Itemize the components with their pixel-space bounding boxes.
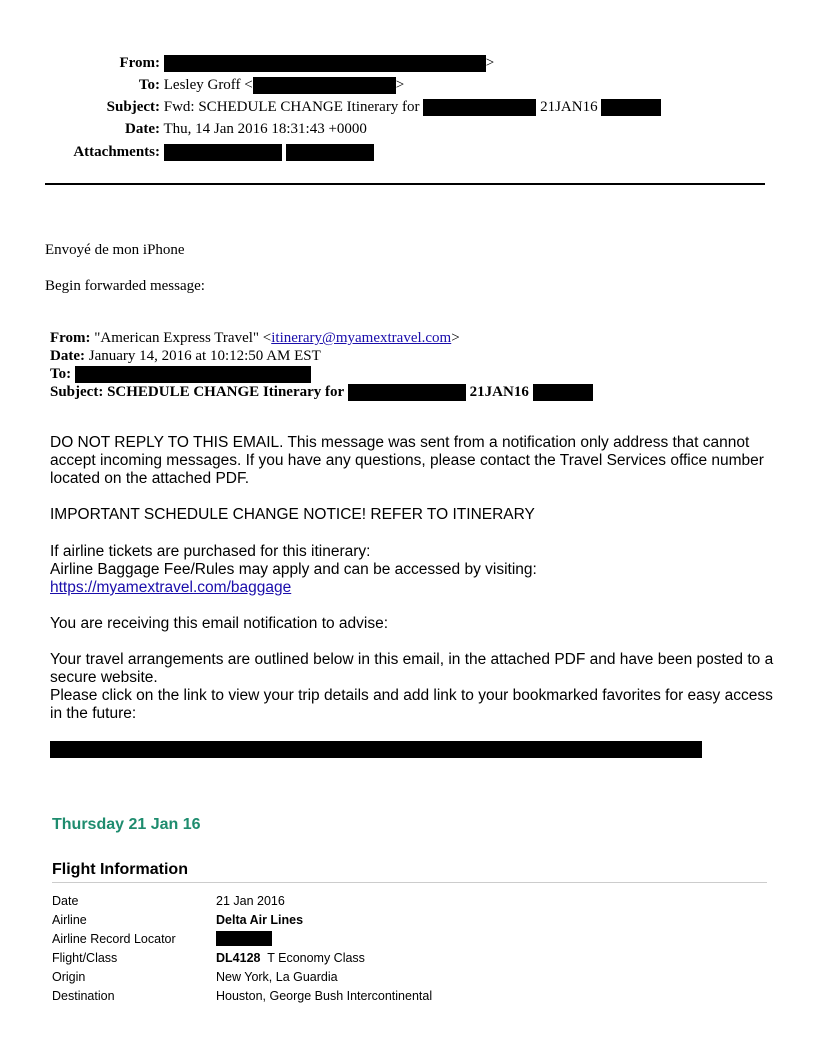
header-date-row: [60, 120, 367, 138]
airline-name: Delta Air Lines: [216, 912, 304, 927]
header-from-label: From:: [119, 55, 160, 71]
fwd-subject-row: [50, 383, 593, 401]
header-to-label: To:: [138, 77, 160, 93]
arrangements-line-1: Your travel arrangements are outlined below in this email, in the attached PDF and have been posted to a secure website.: [50, 651, 774, 686]
header-date-label: Date:: [125, 121, 160, 137]
header-to-row: [60, 76, 404, 94]
arrangements-line-2: Please click on the link to view your trip details and add link to your bookmarked favorites for easy access in the future:: [50, 687, 773, 722]
fwd-to-label: To:: [50, 366, 72, 382]
section-divider: [52, 882, 767, 883]
header-attachments-row: [60, 143, 374, 161]
row-value: [216, 929, 767, 948]
row-value: [216, 948, 767, 967]
redaction-box: [253, 77, 396, 94]
fwd-date-label: Date:: [50, 348, 85, 364]
header-divider: [45, 183, 765, 185]
row-value: 21 Jan 2016: [216, 893, 285, 908]
flight-info-table: [52, 891, 767, 1005]
flight-number: DL4128: [216, 950, 261, 965]
table-row: [52, 986, 767, 1005]
signature-line: Envoyé de mon iPhone: [45, 242, 185, 258]
header-date-value: Thu, 14 Jan 2016 18:31:43 +0000: [163, 121, 367, 137]
header-attachments-label: Attachments:: [73, 144, 160, 160]
header-from-close: >: [485, 55, 495, 71]
table-row: [52, 929, 767, 948]
baggage-line-1: If airline tickets are purchased for this itinerary:: [50, 543, 371, 560]
fwd-to-row: [50, 365, 311, 383]
fwd-subject-date: 21JAN16: [469, 384, 529, 400]
fwd-from-name: "American Express Travel" <: [94, 330, 272, 346]
header-subject-label: Subject:: [106, 99, 160, 115]
fwd-date-row: [50, 347, 321, 365]
header-to-name: Lesley Groff <: [163, 77, 253, 93]
row-label: Origin: [52, 969, 86, 984]
table-row: [52, 910, 767, 929]
day-title: Thursday 21 Jan 16: [52, 816, 201, 833]
notice-paragraph: DO NOT REPLY TO THIS EMAIL. This message was sent from a notification only address that cannot accept incoming messages. If you have any questions, please contact the Travel Services office number located on the attached PDF.: [50, 434, 764, 487]
row-label: Destination: [52, 988, 115, 1003]
redaction-box: [164, 55, 486, 72]
redaction-box: [533, 384, 593, 401]
row-label: Flight/Class: [52, 950, 118, 965]
fwd-date-value: January 14, 2016 at 10:12:50 AM EST: [88, 348, 321, 364]
schedule-change-notice: IMPORTANT SCHEDULE CHANGE NOTICE! REFER TO ITINERARY: [50, 506, 535, 523]
row-value: [216, 910, 767, 929]
row-label: Airline Record Locator: [52, 931, 176, 946]
header-from-row: [60, 54, 494, 72]
redaction-box: [423, 99, 536, 116]
section-title: Flight Information: [52, 861, 188, 878]
row-value: Houston, George Bush Intercontinental: [216, 988, 433, 1003]
baggage-link[interactable]: https://myamextravel.com/baggage: [50, 579, 292, 596]
redaction-box: [75, 366, 311, 383]
baggage-paragraph: [50, 543, 780, 597]
header-subject-date: 21JAN16: [540, 99, 598, 115]
fwd-from-close: >: [451, 330, 460, 346]
redaction-box: [348, 384, 466, 401]
fwd-subject-label: Subject:: [50, 384, 104, 400]
redaction-box: [164, 144, 282, 161]
arrangements-paragraph: [50, 651, 780, 723]
header-subject-row: [60, 98, 661, 116]
advise-paragraph: You are receiving this email notification to advise:: [50, 615, 389, 632]
row-label: Date: [52, 893, 79, 908]
baggage-line-2: Airline Baggage Fee/Rules may apply and can be accessed by visiting:: [50, 561, 537, 578]
fwd-from-email-link[interactable]: itinerary@myamextravel.com: [271, 330, 452, 346]
fwd-from-label: From:: [50, 330, 91, 346]
begin-forwarded-line: Begin forwarded message:: [45, 278, 205, 294]
row-label: Airline: [52, 912, 87, 927]
redaction-box: [601, 99, 661, 116]
row-value: New York, La Guardia: [216, 969, 338, 984]
table-row: [52, 891, 767, 910]
flight-class: T Economy Class: [267, 950, 365, 965]
header-to-close: >: [395, 77, 405, 93]
redaction-box: [216, 931, 272, 946]
redacted-trip-link: [50, 741, 702, 758]
fwd-from-row: [50, 329, 460, 347]
table-row: [52, 967, 767, 986]
fwd-subject-text: SCHEDULE CHANGE Itinerary for: [107, 384, 345, 400]
redaction-box: [286, 144, 374, 161]
header-subject-prefix: Fwd: SCHEDULE CHANGE Itinerary for: [163, 99, 420, 115]
table-row: [52, 948, 767, 967]
